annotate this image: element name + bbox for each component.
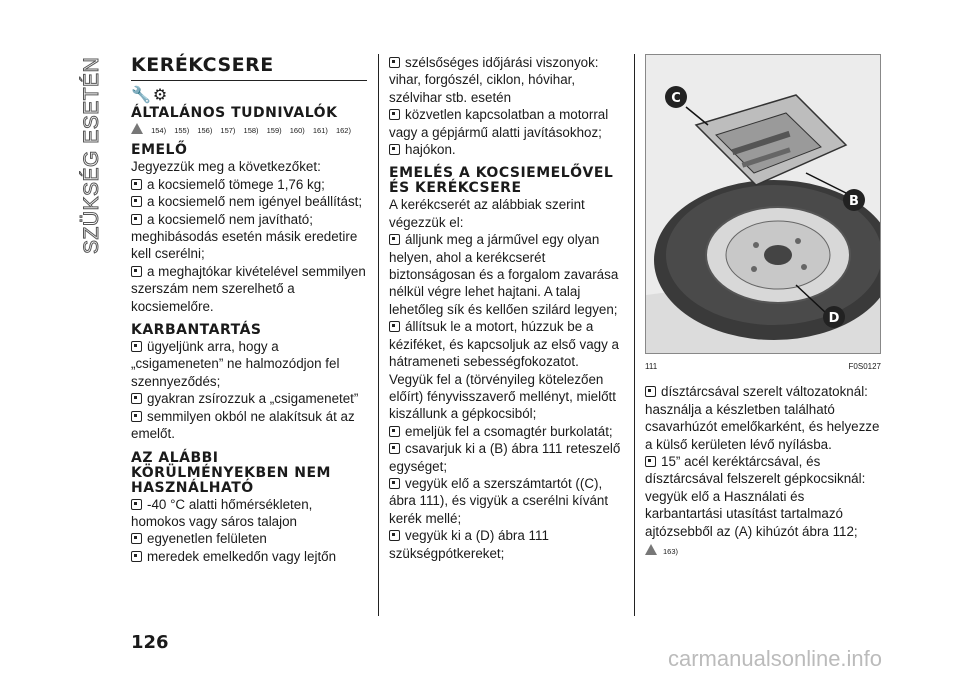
heading-jack: EMELŐ [131,142,188,159]
bullet-icon [131,499,142,510]
label-d: D [828,311,840,326]
lift-intro: A kerékcserét az alábbiak szerint végezzük el: [389,197,585,230]
heading-not-usable: AZ ALÁBBI KÖRÜLMÉNYEKBEN NEM HASZNÁLHATÓ [131,449,331,496]
jack-bullet: a kocsiemelő nem igényel beállítást; [131,193,367,210]
ref-157: 157) [220,126,236,136]
ref-159: 159) [266,126,282,136]
ref-160: 160) [289,126,305,136]
page-title: KERÉKCSERE [131,54,274,76]
bullet-icon [389,530,400,541]
watermark: carmanualsonline.info [668,646,883,671]
lift-bullet: vegyük ki a (D) ábra 111 szükségpótkereket; [389,528,549,561]
wheel-bullet: 15” acél keréktárcsával, és dísztárcsával felszerelt gépkocsiknál: vegyük elő a Használati és karbantartási utasítást tartalmazó ajtózsebből az (A) kihúzót ábra 112; [645,454,866,539]
bullet-icon [131,341,142,352]
maint-bullet: gyakran zsírozzuk a „csigamenetet” [131,390,367,407]
label-b: B [849,194,859,209]
spare-wheel-figure [645,54,881,354]
wrench-icon: 🔧 [131,87,153,104]
bullet-icon [389,478,400,489]
maint-bullet: semmilyen okból ne alakítsuk át az emelőt. [131,408,355,442]
wheel-bullet: dísztárcsával szerelt változatoknál: használja a készletben található csavarhúzót emelőkarként, és helyezze a külső kerületen lévő nyílásba. [645,384,880,452]
ref-156: 156) [197,126,213,136]
warning-triangle-icon [131,123,143,134]
bullet-icon [389,57,400,68]
bullet-icon [131,551,142,562]
column-divider [378,54,379,616]
figure-code: F0S0127 [848,362,881,371]
bullet-icon [389,109,400,120]
column-3 [645,54,881,560]
bullet-icon [389,144,400,155]
spare-wheel-illustration [646,55,881,354]
figure-number: 111 [645,362,658,371]
maint-bullet: ügyeljünk arra, hogy a „csigameneten” ne halmozódjon fel szennyeződés; [131,339,340,389]
ref-158: 158) [243,126,259,136]
column-1 [131,54,367,565]
jack-intro: Jegyezzük meg a következőket: [131,159,321,175]
figure-caption [645,358,881,375]
label-c: C [671,91,681,106]
lift-bullet: emeljük fel a csomagtér burkolatát; [389,423,625,440]
bullet-icon [389,321,400,332]
ref-161: 161) [312,126,328,136]
heading-maintenance: KARBANTARTÁS [131,322,262,339]
jack-bullet: a kocsiemelő nem javítható; meghibásodás esetén másik eredetire kell cserélni; [131,211,358,262]
tool-icons [131,87,367,104]
lift-bullet: csavarjuk ki a (B) ábra 111 reteszelő egységet; [389,441,621,474]
bullet-icon [131,196,142,207]
column-2 [389,54,625,562]
bullet-icon [389,234,400,245]
warning-ref: 163) [645,543,881,560]
heading-general: ÁLTALÁNOS TUDNIVALÓK [131,105,338,122]
jack-icon: ⚙ [152,87,170,104]
warning-refs [131,123,367,137]
notuse-bullet: meredek emelkedőn vagy lejtőn [131,548,367,565]
warning-triangle-icon [645,544,657,555]
side-tab-label: SZÜKSÉG ESETÉN [80,56,103,254]
notuse-bullet: hajókon. [389,141,625,158]
lift-bullet: vegyük elő a szerszámtartót ((C), ábra 111), és vigyük a cserélni kívánt kerék mellé; [389,475,609,526]
notuse-bullet: közvetlen kapcsolatban a motorral vagy a gépjármű alatti javításokhoz; [389,107,609,140]
title-rule [131,80,367,81]
notuse-bullet: szélsőséges időjárási viszonyok: vihar, forgószél, ciklon, hóvihar, szélvihar stb. esetén [389,55,599,105]
bullet-icon [645,386,656,397]
ref-154: 154) [151,126,167,136]
ref-162: 162) [335,126,351,136]
bullet-icon [131,411,142,422]
bullet-icon [131,393,142,404]
bullet-icon [131,179,142,190]
jack-bullet: a kocsiemelő tömege 1,76 kg; [131,176,367,193]
lift-bullet: álljunk meg a járművel egy olyan helyen, ahol a kerékcserét biztonságosan és a forgalom zavarása nélkül végre lehet hajtani. A talaj lehetőleg sík és kellően szilárd legyen; [389,232,619,317]
ref-155: 155) [174,126,190,136]
column-divider [634,54,635,616]
bullet-icon [645,456,656,467]
bullet-icon [389,443,400,454]
jack-bullet: a meghajtókar kivételével semmilyen szerszám nem szerelhető a kocsiemelőre. [131,263,366,314]
bullet-icon [389,426,400,437]
section-side-tab [70,44,110,254]
bullet-icon [131,266,142,277]
bullet-icon [131,214,142,225]
bullet-icon [131,533,142,544]
heading-lifting: EMELÉS A KOCSIEMELŐVEL ÉS KERÉKCSERE [389,165,614,197]
notuse-bullet: egyenetlen felületen [131,530,367,547]
page-number: 126 [131,632,169,653]
lift-bullet: állítsuk le a motort, húzzuk be a kéziféket, és kapcsoljuk az első vagy a hátrameneti sebességfokozatot. Vegyük fel a (törvényileg kötelezően előírt) fényvisszaverő mellényt, mielőtt kiszállunk a gépkocsiból; [389,319,619,422]
notuse-bullet: -40 °C alatti hőmérsékleten, homokos vagy sáros talajon [131,496,313,529]
